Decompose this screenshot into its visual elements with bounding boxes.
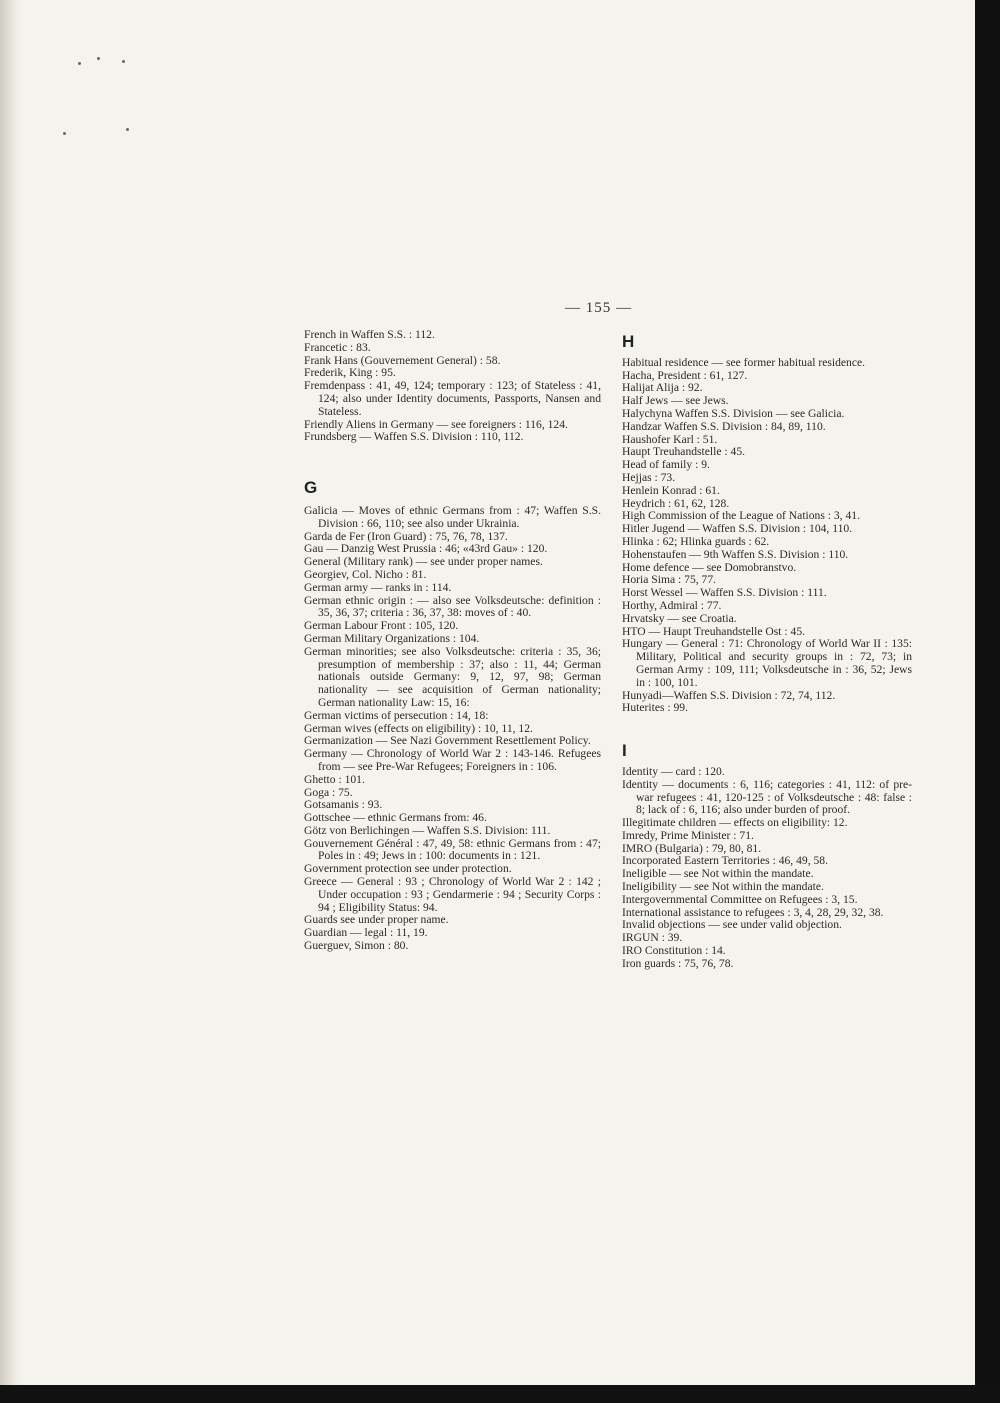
speck [126,128,129,131]
index-entry: Invalid objections — see under valid objection. [622,918,842,932]
index-entry: High Commission of the League of Nations : 3, 41. [622,509,860,523]
index-entry: Germanization — See Nazi Government Resettlement Policy. [304,734,591,748]
entries-h [622,357,912,715]
index-entry: Frundsberg — Waffen S.S. Division : 110, 112. [304,430,524,444]
index-column-right [622,332,912,971]
index-entry: Ineligibility — see Not within the mandate. [622,880,824,894]
index-entry: German victims of persecution : 14, 18: [304,708,489,722]
index-entry: Germany — Chronology of World War 2 : 143-146. Refugees from — see Pre-War Refugees; Foreigners in : 106. [304,747,601,773]
index-entry: Gouvernement Général : 47, 49, 58: ethnic Germans from : 47; Poles in : 49; Jews in : 100: documents in : 121. [304,836,601,863]
entries-i [622,766,912,971]
index-entry: Head of family : 9. [622,458,710,472]
index-entry: Hitler Jugend — Waffen S.S. Division : 104, 110. [622,522,853,536]
entries-g [304,505,601,953]
scan-background-bottom [0,1385,1000,1403]
index-entry: Francetic : 83. [304,340,371,354]
index-entry: Hacha, President : 61, 127. [622,368,748,382]
index-entry: Halychyna Waffen S.S. Division — see Galicia. [622,406,845,420]
index-entry: German Military Organizations : 104. [304,631,480,645]
index-entry: Hunyadi—Waffen S.S. Division : 72, 74, 112. [622,688,836,702]
index-entry: Identity — card : 120. [622,764,725,778]
speck [122,60,125,63]
index-entry: Ineligible — see Not within the mandate. [622,867,814,881]
scan-background-right [975,0,1000,1403]
speck [63,132,66,135]
index-entry: IRGUN : 39. [622,931,683,945]
index-entry: Horst Wessel — Waffen S.S. Division : 111. [622,586,827,600]
index-entry: German army — ranks in : 114. [304,580,452,594]
index-entry: Halijat Alija : 92. [622,381,703,395]
page-number: — 155 — [565,300,632,316]
index-entry: Henlein Konrad : 61. [622,483,720,497]
section-letter-h: H [622,332,635,351]
index-entry: Half Jews — see Jews. [622,394,729,408]
index-entry: Gotsamanis : 93. [304,798,383,812]
index-entry: German ethnic origin : — also see Volksdeutsche: definition : 35, 36, 37; criteria : 36, 37, 38: moves of : 40. [304,593,601,620]
speck [97,57,100,60]
index-entry: IMRO (Bulgaria) : 79, 80, 81. [622,841,762,855]
index-entry: HTO — Haupt Treuhandstelle Ost : 45. [622,624,806,638]
index-entry: Frederik, King : 95. [304,366,396,380]
index-entry: Hrvatsky — see Croatia. [622,611,737,625]
index-entry: Intergovernmental Committee on Refugees : 3, 15. [622,892,858,906]
index-entry: Identity — documents : 6, 116; categories : 41, 112: of pre-war refugees : 41, 120-125 : of Volksdeutsche : 48: false : 8; lack of : 6, 116; also under burden of proof. [622,777,912,817]
spine-shadow [0,0,22,1398]
index-entry: Frank Hans (Gouvernement General) : 58. [304,353,501,367]
index-entry: Imredy, Prime Minister : 71. [622,828,754,842]
index-entry: Hlinka : 62; Hlinka guards : 62. [622,534,770,548]
index-entry: Gau — Danzig West Prussia : 46; «43rd Gau» : 120. [304,542,548,556]
index-entry: Georgiev, Col. Nicho : 81. [304,567,427,581]
index-entry: IRO Constitution : 14. [622,944,726,958]
index-entry: Friendly Aliens in Germany — see foreigners : 116, 124. [304,417,568,431]
index-entry: Haupt Treuhandstelle : 45. [622,445,746,459]
index-entry: Garda de Fer (Iron Guard) : 75, 76, 78, 137. [304,529,508,543]
index-entry: Government protection see under protection. [304,862,512,876]
index-entry: Greece — General : 93 ; Chronology of World War 2 : 142 ; Under occupation : 93 ; Gendarmerie : 94 ; Security Corps : 94 ; Eligibility Status: 94. [304,875,601,914]
index-entry: Iron guards : 75, 76, 78. [622,956,734,970]
index-entry: German Labour Front : 105, 120. [304,619,459,633]
section-letter-g: G [304,478,318,498]
index-entry: Hohenstaufen — 9th Waffen S.S. Division : 110. [622,547,849,561]
index-entry: Guerguev, Simon : 80. [304,939,409,953]
index-entry: Ghetto : 101. [304,772,365,786]
index-entry: Hejjas : 73. [622,470,676,484]
section-letter-i: I [622,741,627,761]
entries-f [304,329,601,444]
index-entry: Illegitimate children — effects on eligibility: 12. [622,816,848,830]
index-entry: Gottschee — ethnic Germans from: 46. [304,811,487,825]
index-entry: Horthy, Admiral : 77. [622,598,722,612]
index-entry: Guardian — legal : 11, 19. [304,926,428,940]
index-entry: Incorporated Eastern Territories : 46, 49, 58. [622,854,828,868]
index-entry: Horia Sima : 75, 77. [622,573,717,587]
index-entry: Galicia — Moves of ethnic Germans from : 47; Waffen S.S. Division : 66, 110; see also under Ukrainia. [304,503,601,530]
index-entry: General (Military rank) — see under proper names. [304,555,543,569]
index-entry: Heydrich : 61, 62, 128. [622,496,730,510]
index-column-left [304,329,601,953]
index-entry: Haushofer Karl : 51. [622,432,718,446]
speck [78,62,81,65]
index-entry: German minorities; see also Volksdeutsche: criteria : 35, 36; presumption of membership : 37; also : 11, 44; German nationals outside Germany: 9, 12, 97, 98; German nationality — see acquisition of German nationality; German nationality Law: 15, 16: [304,644,601,709]
index-entry: Guards see under proper name. [304,913,449,927]
index-entry: International assistance to refugees : 3, 4, 28, 29, 32, 38. [622,905,884,919]
index-entry: Huterites : 99. [622,701,689,715]
index-entry: Habitual residence — see former habitual residence. [622,355,866,369]
index-entry: Home defence — see Domobranstvo. [622,560,797,574]
index-entry: Fremdenpass : 41, 49, 124; temporary : 123; of Stateless : 41, 124; also under Identity documents, Passports, Nansen and Stateless. [304,379,601,418]
index-entry: French in Waffen S.S. : 112. [304,328,435,341]
index-entry: Hungary — General : 71: Chronology of World War II : 135: Military, Political and security groups in : 72, 73; in German Army : 109, 111; Volksdeutsche in : 36, 52; Jews in : 100, 101. [622,637,912,689]
index-entry: Handzar Waffen S.S. Division : 84, 89, 110. [622,419,826,433]
index-entry: Götz von Berlichingen — Waffen S.S. Division: 111. [304,823,551,837]
index-entry: German wives (effects on eligibility) : 10, 11, 12. [304,721,533,735]
index-entry: Goga : 75. [304,785,353,799]
